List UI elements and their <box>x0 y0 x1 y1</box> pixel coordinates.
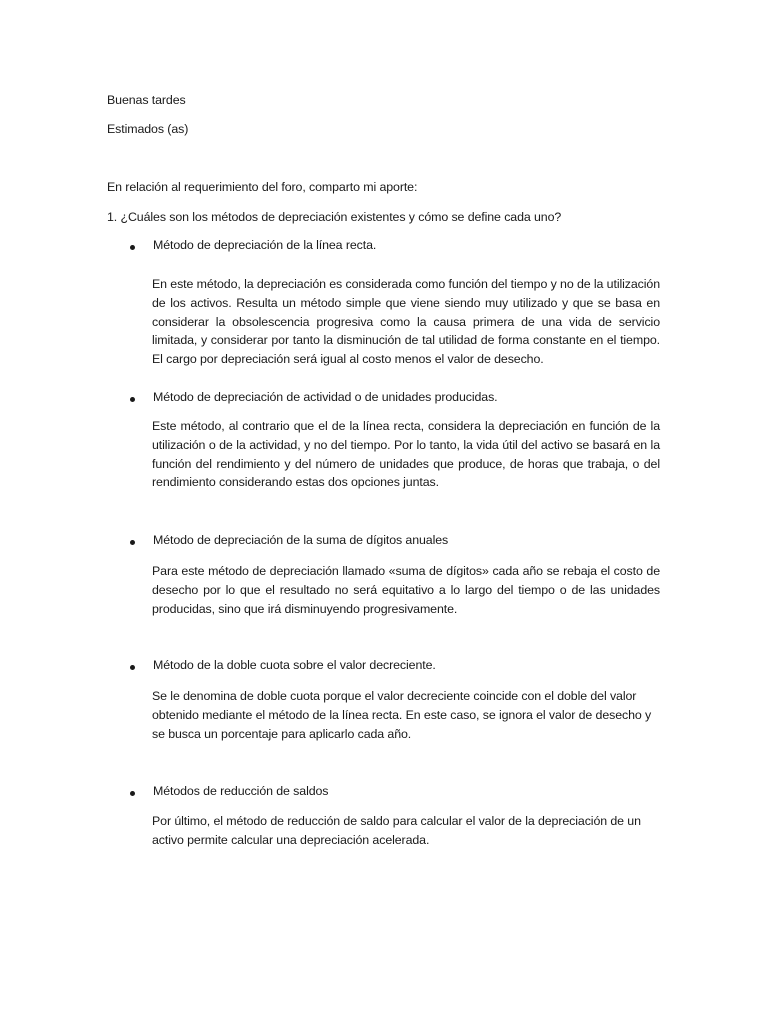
bullet-icon <box>130 540 135 545</box>
method-description: Por último, el método de reducción de saldo para calcular el valor de la depreciación de un activo permite calcular una depreciación acelerada. <box>152 814 641 847</box>
bullet-icon <box>130 245 135 250</box>
method-title: Método de depreciación de actividad o de unidades producidas. <box>153 390 498 404</box>
method-description: Para este método de depreciación llamado «suma de dígitos» cada año se rebaja el costo de desecho por lo que el resultado no será equitativo a lo largo del tiempo o de las unidades producidas, sino que irá disminuyendo progresivamente. <box>152 564 660 616</box>
method-description: Se le denomina de doble cuota porque el valor decreciente coincide con el doble del valor obtenido mediante el método de la línea recta. En este caso, se ignora el valor de desecho y se busca un porcentaje para aplicarlo cada año. <box>152 689 652 741</box>
method-description: Este método, al contrario que el de la línea recta, considera la depreciación en función de la utilización o de la actividad, y no del tiempo. Por lo tanto, la vida útil del activo se basará en la función del rendimiento y del número de unidades que produce, de horas que trabaja, o del rendimiento considerando estas dos opciones juntas. <box>152 419 660 490</box>
method-description: En este método, la depreciación es considerada como función del tiempo y no de la utilización de los activos. Resulta un método simple que viene siendo muy utilizado y que se basa en considerar la obsolescencia progresiva como la causa primera de una vida de servicio limitada, y considerar por tanto la disminución de tal utilidad de forma constante en el tiempo. El cargo por depreciación será igual al costo menos el valor de desecho. <box>152 277 660 367</box>
method-title: Métodos de reducción de saldos <box>153 784 329 798</box>
method-title: Método de depreciación de la línea recta. <box>153 238 377 252</box>
bullet-icon <box>130 397 135 402</box>
bullet-icon <box>130 665 135 670</box>
salutation-line: Estimados (as) <box>107 122 189 136</box>
method-title: Método de depreciación de la suma de dígitos anuales <box>153 533 449 547</box>
bullet-icon <box>130 791 135 796</box>
greeting-line: Buenas tardes <box>107 93 186 107</box>
method-title: Método de la doble cuota sobre el valor decreciente. <box>153 658 436 672</box>
question-heading: 1. ¿Cuáles son los métodos de depreciación existentes y cómo se define cada uno? <box>107 210 562 224</box>
intro-text: En relación al requerimiento del foro, comparto mi aporte: <box>107 180 418 194</box>
